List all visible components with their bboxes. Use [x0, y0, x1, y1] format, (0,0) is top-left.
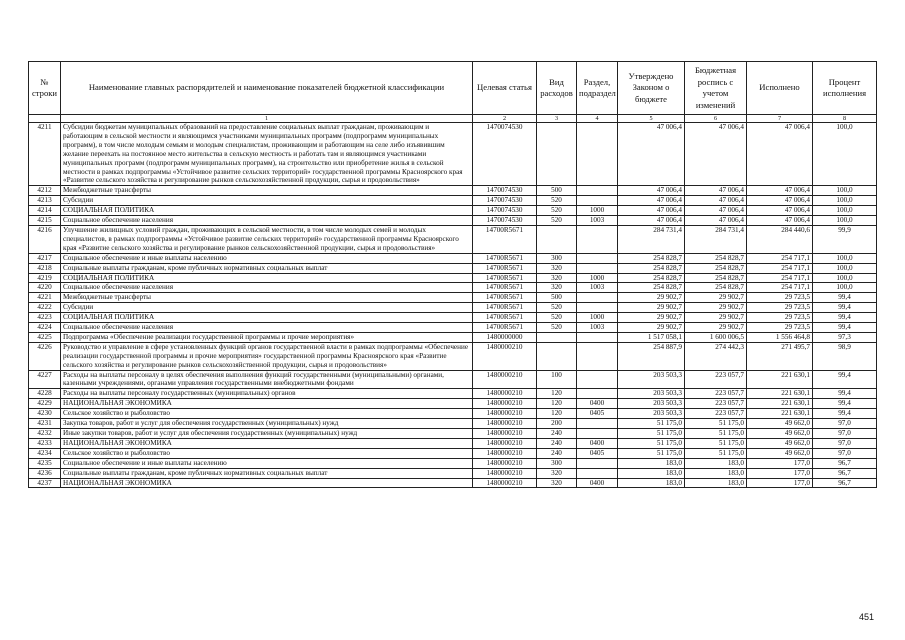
- executed-cell: 254 717,1: [747, 253, 813, 263]
- target-article-cell: 14700R5671: [473, 253, 537, 263]
- expense-type-cell: 500: [537, 293, 577, 303]
- executed-cell: 49 662,0: [747, 429, 813, 439]
- approved-cell: 29 902,7: [618, 323, 685, 333]
- expense-type-cell: 240: [537, 448, 577, 458]
- header-budget-schedule: Бюджетная роспись с учетом изменений: [685, 62, 747, 115]
- percent-cell: 100,0: [813, 196, 877, 206]
- percent-cell: 97,3: [813, 332, 877, 342]
- table-row: [29, 409, 877, 419]
- row-name-cell: Иные закупки товаров, работ и услуг для обеспечения государственных (муниципальных) нужд: [61, 429, 473, 439]
- table-row: [29, 196, 877, 206]
- section-cell: 1000: [577, 313, 618, 323]
- target-article-cell: 1480000210: [473, 468, 537, 478]
- budget-schedule-cell: 47 006,4: [685, 186, 747, 196]
- budget-schedule-cell: 51 175,0: [685, 429, 747, 439]
- header-expense-type: Вид расходов: [537, 62, 577, 115]
- section-cell: 1000: [577, 206, 618, 216]
- column-number-row: [29, 115, 877, 123]
- section-cell: [577, 196, 618, 206]
- target-article-cell: 1470074530: [473, 196, 537, 206]
- approved-cell: 284 731,4: [618, 225, 685, 253]
- section-cell: [577, 303, 618, 313]
- executed-cell: 1 556 464,8: [747, 332, 813, 342]
- budget-schedule-cell: 47 006,4: [685, 196, 747, 206]
- table-row: [29, 293, 877, 303]
- section-cell: [577, 419, 618, 429]
- expense-type-cell: 240: [537, 429, 577, 439]
- percent-cell: 100,0: [813, 273, 877, 283]
- budget-schedule-cell: 47 006,4: [685, 123, 747, 186]
- target-article-cell: 1480000210: [473, 458, 537, 468]
- expense-type-cell: 320: [537, 263, 577, 273]
- row-number-cell: 4229: [29, 399, 61, 409]
- header-name: Наименование главных распорядителей и наименование показателей бюджетной классификации: [61, 62, 473, 115]
- executed-cell: 177,0: [747, 458, 813, 468]
- approved-cell: 203 503,3: [618, 389, 685, 399]
- approved-cell: 203 503,3: [618, 370, 685, 389]
- target-article-cell: 14700R5671: [473, 323, 537, 333]
- budget-schedule-cell: 223 057,7: [685, 409, 747, 419]
- percent-cell: 100,0: [813, 186, 877, 196]
- section-cell: [577, 186, 618, 196]
- section-cell: [577, 253, 618, 263]
- approved-cell: 47 006,4: [618, 196, 685, 206]
- row-name-cell: Социальное обеспечение и иные выплаты населению: [61, 253, 473, 263]
- table-row: [29, 206, 877, 216]
- section-cell: 1003: [577, 283, 618, 293]
- approved-cell: 29 902,7: [618, 293, 685, 303]
- table-body: [29, 123, 877, 488]
- executed-cell: 177,0: [747, 468, 813, 478]
- percent-cell: 96,7: [813, 458, 877, 468]
- row-name-cell: НАЦИОНАЛЬНАЯ ЭКОНОМИКА: [61, 438, 473, 448]
- target-article-cell: 1480000210: [473, 429, 537, 439]
- percent-cell: 99,9: [813, 225, 877, 253]
- executed-cell: 221 630,1: [747, 409, 813, 419]
- table-row: [29, 123, 877, 186]
- row-number-cell: 4224: [29, 323, 61, 333]
- row-name-cell: Расходы на выплаты персоналу в целях обеспечения выполнения функций государственными (муниципальными) органами, казенными учреждениями, органами управления государственными внебюджетными фондами: [61, 370, 473, 389]
- row-name-cell: НАЦИОНАЛЬНАЯ ЭКОНОМИКА: [61, 478, 473, 488]
- budget-schedule-cell: 29 902,7: [685, 303, 747, 313]
- section-cell: [577, 123, 618, 186]
- section-cell: [577, 429, 618, 439]
- expense-type-cell: 240: [537, 438, 577, 448]
- expense-type-cell: [537, 123, 577, 186]
- budget-schedule-cell: 51 175,0: [685, 438, 747, 448]
- target-article-cell: 1480000210: [473, 399, 537, 409]
- section-cell: [577, 293, 618, 303]
- row-number-cell: 4215: [29, 216, 61, 226]
- executed-cell: 271 495,7: [747, 342, 813, 370]
- row-name-cell: Социальное обеспечение населения: [61, 283, 473, 293]
- row-name-cell: Межбюджетные трансферты: [61, 293, 473, 303]
- budget-schedule-cell: 254 828,7: [685, 283, 747, 293]
- row-number-cell: 4220: [29, 283, 61, 293]
- section-cell: [577, 468, 618, 478]
- row-number-cell: 4227: [29, 370, 61, 389]
- section-cell: [577, 342, 618, 370]
- row-name-cell: Социальное обеспечение населения: [61, 216, 473, 226]
- section-cell: [577, 225, 618, 253]
- row-number-cell: 4232: [29, 429, 61, 439]
- row-number-cell: 4214: [29, 206, 61, 216]
- executed-cell: 254 717,1: [747, 273, 813, 283]
- row-number-cell: 4219: [29, 273, 61, 283]
- approved-cell: 47 006,4: [618, 216, 685, 226]
- approved-cell: 254 828,7: [618, 263, 685, 273]
- row-name-cell: СОЦИАЛЬНАЯ ПОЛИТИКА: [61, 273, 473, 283]
- target-article-cell: 1480000210: [473, 409, 537, 419]
- row-number-cell: 4222: [29, 303, 61, 313]
- approved-cell: 47 006,4: [618, 186, 685, 196]
- percent-cell: 97,0: [813, 438, 877, 448]
- approved-cell: 51 175,0: [618, 429, 685, 439]
- row-name-cell: Субсидии бюджетам муниципальных образований на предоставление социальных выплат гражданам, проживающим и работающим в сельской местности и являющимся участниками муниципальных программ (подпрограмм муниципальных программ), в том числе молодым семьям и молодым специалистам, проживающим и работающим на селе либо изъявившим желание переехать на постоянное место жительства в сельскую местность и работать там и являющимся участниками муниципальных программ (подпрограмм муниципальных программ), на строительство или приобретение жилья в сельской местности в рамках подпрограммы «Устойчивое развитие сельских территорий» государственной программы Красноярского края «Развитие сельского хозяйства и регулирование рынков сельскохозяйственной продукции, сырья и продовольствия»: [61, 123, 473, 186]
- row-number-cell: 4217: [29, 253, 61, 263]
- row-number-cell: 4233: [29, 438, 61, 448]
- budget-schedule-cell: 254 828,7: [685, 273, 747, 283]
- percent-cell: 99,4: [813, 370, 877, 389]
- page-number: 451: [859, 612, 875, 622]
- percent-cell: 99,4: [813, 399, 877, 409]
- table-row: [29, 468, 877, 478]
- row-number-cell: 4234: [29, 448, 61, 458]
- table-row: [29, 389, 877, 399]
- column-number: 3: [537, 115, 577, 123]
- percent-cell: 100,0: [813, 206, 877, 216]
- column-number: 2: [473, 115, 537, 123]
- table-row: [29, 303, 877, 313]
- section-cell: [577, 332, 618, 342]
- expense-type-cell: 320: [537, 283, 577, 293]
- section-cell: 0400: [577, 399, 618, 409]
- expense-type-cell: 520: [537, 216, 577, 226]
- header-percent: Процент исполнения: [813, 62, 877, 115]
- percent-cell: 99,4: [813, 303, 877, 313]
- section-cell: 1003: [577, 323, 618, 333]
- percent-cell: 99,4: [813, 293, 877, 303]
- expense-type-cell: 320: [537, 478, 577, 488]
- percent-cell: 97,0: [813, 448, 877, 458]
- expense-type-cell: 520: [537, 313, 577, 323]
- table-row: [29, 323, 877, 333]
- executed-cell: 49 662,0: [747, 448, 813, 458]
- budget-schedule-cell: 51 175,0: [685, 448, 747, 458]
- column-number: 6: [685, 115, 747, 123]
- expense-type-cell: 520: [537, 303, 577, 313]
- row-number-cell: 4231: [29, 419, 61, 429]
- target-article-cell: 1480000210: [473, 419, 537, 429]
- section-cell: [577, 370, 618, 389]
- row-name-cell: Закупка товаров, работ и услуг для обеспечения государственных (муниципальных) нужд: [61, 419, 473, 429]
- executed-cell: 29 723,5: [747, 323, 813, 333]
- table-row: [29, 399, 877, 409]
- row-name-cell: СОЦИАЛЬНАЯ ПОЛИТИКА: [61, 206, 473, 216]
- row-name-cell: Улучшение жилищных условий граждан, проживающих в сельской местности, в том числе молодых семей и молодых специалистов, в рамках подпрограммы «Устойчивое развитие сельских территорий» государственной программы Красноярского края «Развитие сельского хозяйства и регулирование рынков сельскохозяйственной продукции, сырья и продовольствия»: [61, 225, 473, 253]
- percent-cell: 99,4: [813, 409, 877, 419]
- table-row: [29, 370, 877, 389]
- section-cell: 1003: [577, 216, 618, 226]
- percent-cell: 96,7: [813, 468, 877, 478]
- executed-cell: 47 006,4: [747, 196, 813, 206]
- table-row: [29, 332, 877, 342]
- approved-cell: 47 006,4: [618, 123, 685, 186]
- percent-cell: 100,0: [813, 283, 877, 293]
- table-row: [29, 313, 877, 323]
- target-article-cell: 1480000000: [473, 332, 537, 342]
- approved-cell: 183,0: [618, 468, 685, 478]
- approved-cell: 254 828,7: [618, 253, 685, 263]
- target-article-cell: 1470074530: [473, 123, 537, 186]
- expense-type-cell: 320: [537, 468, 577, 478]
- row-number-cell: 4225: [29, 332, 61, 342]
- row-number-cell: 4213: [29, 196, 61, 206]
- expense-type-cell: [537, 342, 577, 370]
- executed-cell: 47 006,4: [747, 123, 813, 186]
- row-name-cell: Субсидии: [61, 196, 473, 206]
- row-name-cell: Субсидии: [61, 303, 473, 313]
- executed-cell: 47 006,4: [747, 206, 813, 216]
- table-row: [29, 429, 877, 439]
- approved-cell: 47 006,4: [618, 206, 685, 216]
- budget-schedule-cell: 223 057,7: [685, 370, 747, 389]
- expense-type-cell: 520: [537, 206, 577, 216]
- header-approved: Утверждено Законом о бюджете: [618, 62, 685, 115]
- target-article-cell: 1470074530: [473, 216, 537, 226]
- row-number-cell: 4211: [29, 123, 61, 186]
- expense-type-cell: 120: [537, 399, 577, 409]
- row-number-cell: 4226: [29, 342, 61, 370]
- expense-type-cell: 120: [537, 389, 577, 399]
- column-number: [29, 115, 61, 123]
- row-name-cell: Межбюджетные трансферты: [61, 186, 473, 196]
- header-row-number: № строки: [29, 62, 61, 115]
- approved-cell: 254 887,9: [618, 342, 685, 370]
- target-article-cell: 1480000210: [473, 389, 537, 399]
- header-row: [29, 62, 877, 115]
- row-number-cell: 4223: [29, 313, 61, 323]
- row-number-cell: 4218: [29, 263, 61, 273]
- row-name-cell: НАЦИОНАЛЬНАЯ ЭКОНОМИКА: [61, 399, 473, 409]
- column-number: 5: [618, 115, 685, 123]
- section-cell: [577, 389, 618, 399]
- table-row: [29, 225, 877, 253]
- row-name-cell: Расходы на выплаты персоналу государственных (муниципальных) органов: [61, 389, 473, 399]
- table-row: [29, 263, 877, 273]
- budget-schedule-cell: 29 902,7: [685, 313, 747, 323]
- executed-cell: 47 006,4: [747, 216, 813, 226]
- row-name-cell: Сельское хозяйство и рыболовство: [61, 448, 473, 458]
- executed-cell: 221 630,1: [747, 370, 813, 389]
- header-target-article: Целевая статья: [473, 62, 537, 115]
- budget-schedule-cell: 274 442,3: [685, 342, 747, 370]
- table-row: [29, 448, 877, 458]
- approved-cell: 51 175,0: [618, 448, 685, 458]
- approved-cell: 51 175,0: [618, 419, 685, 429]
- row-name-cell: Социальное обеспечение и иные выплаты населению: [61, 458, 473, 468]
- approved-cell: 29 902,7: [618, 313, 685, 323]
- table-row: [29, 438, 877, 448]
- expense-type-cell: 320: [537, 273, 577, 283]
- approved-cell: 183,0: [618, 458, 685, 468]
- approved-cell: 203 503,3: [618, 409, 685, 419]
- executed-cell: 221 630,1: [747, 399, 813, 409]
- target-article-cell: 1470074530: [473, 206, 537, 216]
- approved-cell: 254 828,7: [618, 273, 685, 283]
- row-number-cell: 4237: [29, 478, 61, 488]
- expense-type-cell: 120: [537, 409, 577, 419]
- executed-cell: 29 723,5: [747, 293, 813, 303]
- budget-schedule-cell: 223 057,7: [685, 399, 747, 409]
- expense-type-cell: 300: [537, 253, 577, 263]
- approved-cell: 1 517 058,1: [618, 332, 685, 342]
- expense-type-cell: [537, 332, 577, 342]
- percent-cell: 99,4: [813, 313, 877, 323]
- budget-execution-table: [28, 61, 877, 488]
- expense-type-cell: 100: [537, 370, 577, 389]
- section-cell: [577, 458, 618, 468]
- expense-type-cell: [537, 225, 577, 253]
- executed-cell: 284 440,6: [747, 225, 813, 253]
- target-article-cell: 1480000210: [473, 438, 537, 448]
- budget-schedule-cell: 183,0: [685, 478, 747, 488]
- expense-type-cell: 200: [537, 419, 577, 429]
- budget-schedule-cell: 254 828,7: [685, 253, 747, 263]
- column-number: 4: [577, 115, 618, 123]
- budget-schedule-cell: 29 902,7: [685, 293, 747, 303]
- target-article-cell: 14700R5671: [473, 273, 537, 283]
- executed-cell: 254 717,1: [747, 283, 813, 293]
- target-article-cell: 1480000210: [473, 448, 537, 458]
- row-name-cell: Подпрограмма «Обеспечение реализации государственной программы и прочие мероприятия»: [61, 332, 473, 342]
- table-row: [29, 186, 877, 196]
- target-article-cell: 14700R5671: [473, 303, 537, 313]
- percent-cell: 98,9: [813, 342, 877, 370]
- row-number-cell: 4230: [29, 409, 61, 419]
- executed-cell: 47 006,4: [747, 186, 813, 196]
- percent-cell: 100,0: [813, 253, 877, 263]
- table-row: [29, 253, 877, 263]
- executed-cell: 254 717,1: [747, 263, 813, 273]
- budget-schedule-cell: 284 731,4: [685, 225, 747, 253]
- executed-cell: 177,0: [747, 478, 813, 488]
- percent-cell: 99,4: [813, 389, 877, 399]
- row-name-cell: СОЦИАЛЬНАЯ ПОЛИТИКА: [61, 313, 473, 323]
- section-cell: 0405: [577, 448, 618, 458]
- table-row: [29, 458, 877, 468]
- target-article-cell: 14700R5671: [473, 293, 537, 303]
- approved-cell: 51 175,0: [618, 438, 685, 448]
- budget-schedule-cell: 1 600 006,5: [685, 332, 747, 342]
- target-article-cell: 1480000210: [473, 342, 537, 370]
- table-row: [29, 342, 877, 370]
- target-article-cell: 1470074530: [473, 186, 537, 196]
- percent-cell: 97,0: [813, 429, 877, 439]
- row-number-cell: 4228: [29, 389, 61, 399]
- executed-cell: 221 630,1: [747, 389, 813, 399]
- target-article-cell: 14700R5671: [473, 225, 537, 253]
- column-number: 1: [61, 115, 473, 123]
- budget-schedule-cell: 223 057,7: [685, 389, 747, 399]
- target-article-cell: 1480000210: [473, 478, 537, 488]
- column-number: 8: [813, 115, 877, 123]
- section-cell: 0400: [577, 478, 618, 488]
- row-name-cell: Социальные выплаты гражданам, кроме публичных нормативных социальных выплат: [61, 468, 473, 478]
- table-row: [29, 273, 877, 283]
- percent-cell: 100,0: [813, 263, 877, 273]
- expense-type-cell: 500: [537, 186, 577, 196]
- budget-schedule-cell: 183,0: [685, 468, 747, 478]
- table-row: [29, 419, 877, 429]
- approved-cell: 183,0: [618, 478, 685, 488]
- approved-cell: 203 503,3: [618, 399, 685, 409]
- percent-cell: 99,4: [813, 323, 877, 333]
- table-row: [29, 283, 877, 293]
- table-row: [29, 216, 877, 226]
- target-article-cell: 14700R5671: [473, 263, 537, 273]
- column-number: 7: [747, 115, 813, 123]
- target-article-cell: 14700R5671: [473, 283, 537, 293]
- row-name-cell: Социальное обеспечение населения: [61, 323, 473, 333]
- executed-cell: 29 723,5: [747, 303, 813, 313]
- table-row: [29, 478, 877, 488]
- percent-cell: 97,0: [813, 419, 877, 429]
- section-cell: [577, 263, 618, 273]
- budget-schedule-cell: 183,0: [685, 458, 747, 468]
- row-name-cell: Руководство и управление в сфере установленных функций органов государственной власти в рамках подпрограммы «Обеспечение реализации государственной программы и прочие мероприятия» государственной программы Красноярского края «Развитие сельского хозяйства и регулирование рынков сельскохозяйственной продукции, сырья и продовольствия»: [61, 342, 473, 370]
- row-number-cell: 4221: [29, 293, 61, 303]
- expense-type-cell: 520: [537, 196, 577, 206]
- row-name-cell: Сельское хозяйство и рыболовство: [61, 409, 473, 419]
- section-cell: 1000: [577, 273, 618, 283]
- budget-schedule-cell: 254 828,7: [685, 263, 747, 273]
- executed-cell: 29 723,5: [747, 313, 813, 323]
- row-number-cell: 4236: [29, 468, 61, 478]
- section-cell: 0405: [577, 409, 618, 419]
- percent-cell: 96,7: [813, 478, 877, 488]
- target-article-cell: 14700R5671: [473, 313, 537, 323]
- target-article-cell: 1480000210: [473, 370, 537, 389]
- percent-cell: 100,0: [813, 216, 877, 226]
- row-name-cell: Социальные выплаты гражданам, кроме публичных нормативных социальных выплат: [61, 263, 473, 273]
- row-number-cell: 4212: [29, 186, 61, 196]
- expense-type-cell: 520: [537, 323, 577, 333]
- approved-cell: 254 828,7: [618, 283, 685, 293]
- approved-cell: 29 902,7: [618, 303, 685, 313]
- executed-cell: 49 662,0: [747, 419, 813, 429]
- row-number-cell: 4235: [29, 458, 61, 468]
- percent-cell: 100,0: [813, 123, 877, 186]
- budget-schedule-cell: 47 006,4: [685, 206, 747, 216]
- section-cell: 0400: [577, 438, 618, 448]
- budget-table-page: [28, 61, 876, 488]
- budget-schedule-cell: 29 902,7: [685, 323, 747, 333]
- expense-type-cell: 300: [537, 458, 577, 468]
- header-executed: Исполнено: [747, 62, 813, 115]
- executed-cell: 49 662,0: [747, 438, 813, 448]
- budget-schedule-cell: 51 175,0: [685, 419, 747, 429]
- row-number-cell: 4216: [29, 225, 61, 253]
- budget-schedule-cell: 47 006,4: [685, 216, 747, 226]
- header-section: Раздел, подраздел: [577, 62, 618, 115]
